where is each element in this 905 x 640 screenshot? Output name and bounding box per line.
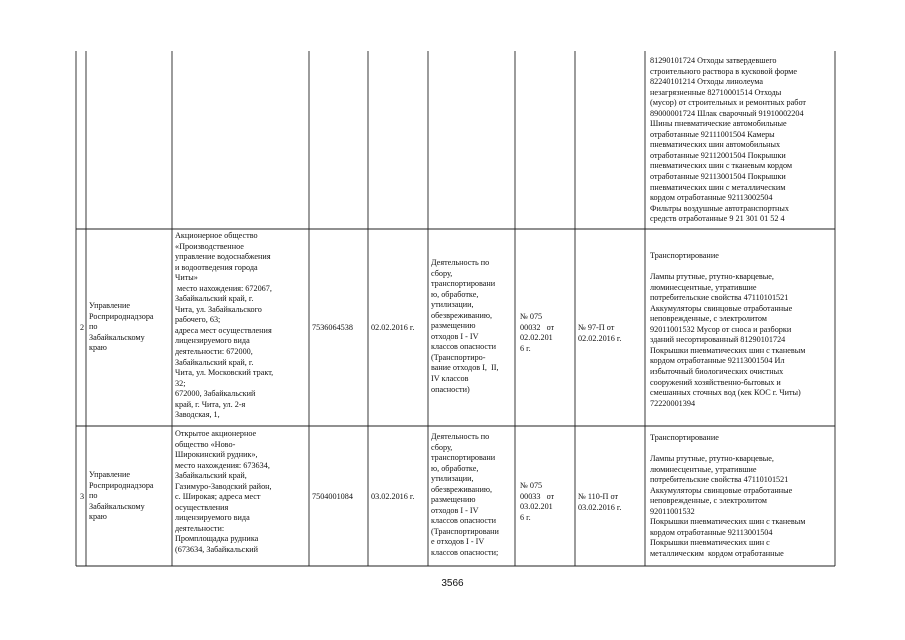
order-number: № 97-П от 02.02.2016 г. — [578, 323, 622, 343]
license-number: № 075 00033 от 03.02.201 6 г. — [520, 481, 555, 522]
license-number: № 075 00032 от 02.02.201 6 г. — [520, 312, 555, 353]
prev-row-waste-list: 81290101724 Отходы затвердевшего строительного раствора в кусковой форме 82240101214 Отходы линолеума незагрязненные 82710001514 Отходы (мусор) от строительных и ремонтных работ 89000001724 Шлак сварочный 91910002204 Шины пневматические автомобильные отработанные 92111001504 Камеры пневматических шин автомобильных отработанные 92112001504 Покрышки пневматических шин с тканевым кордом отработанные 92113001504 Покрышки пневматических шин с металлическим кордом отработанные 92113002504 Фильтры воздушные автотранспортных средств отработанные 9 21 301 01 52 4 — [650, 56, 807, 224]
licensee-info: Акционерное общество «Производственное управление водоснабжения и водоотведения города Читы» место нахождения: 672067, Забайкальский край, г. Чита, ул. Забайкальского рабочего, 63; адреса мест осуществления лицензируемого вида деятельности: 672000, Забайкальский край, г. Чита, ул. Московский тракт, 32; 672000, Забайкальский край, г. Чита, ул. 2-я Заводская, 1, — [175, 231, 274, 420]
license-date: 02.02.2016 г. — [371, 323, 415, 332]
licensing-authority: Управление Росприроднадзора по Забайкальскому краю — [89, 470, 154, 522]
inn-value: 7536064538 — [312, 323, 353, 332]
order-number: № 110-П от 03.02.2016 г. — [578, 492, 622, 512]
waste-list: Транспортирование Лампы ртутные, ртутно-кварцевые, люминесцентные, утратившие потребительские свойства 47110101521 Аккумуляторы свинцовые отработанные неповрежденные, с электролитом 92011001532 Покрышки пневматических шин с тканевым кордом отработанные 92113001504 Покрышки пневматических шин с металлическим кордом отработанные — [650, 433, 806, 559]
page-number: 3566 — [441, 578, 464, 589]
licensing-authority: Управление Росприроднадзора по Забайкальскому краю — [89, 301, 154, 353]
licensee-info: Открытое акционерное общество «Ново- Широкинский рудник», место нахождения: 673634, Забайкальский край, Газимуро-Заводский район, с. Широкая; адреса мест осуществления лицензируемого вида деятельности: Промплощадка рудника (673634, Забайкальский — [175, 429, 272, 555]
waste-list: Транспортирование Лампы ртутные, ртутно-кварцевые, люминесцентные, утратившие потребительские свойства 47110101521 Аккумуляторы свинцовые отработанные неповрежденные, с электролитом 92011001532 Мусор от сноса и разборки зданий несортированный 81290101724 Покрышки пневматических шин с тканевым кордом отработанные 92113001504 Ил избыточный биологических очистных сооружений хозяйственно-бытовых и смешанных сточных вод (кек КОС г. Читы) 72220001394 — [650, 251, 806, 408]
activity-type: Деятельность по сбору, транспортировани ю, обработке, утилизации, обезвреживанию, размещению отходов I - IV классов опасности (Транспортировани е отходов I - IV классов опасности; — [431, 432, 499, 558]
activity-type: Деятельность по сбору, транспортировани ю, обработке, утилизации, обезвреживанию, размещению отходов I - IV классов опасности (Транспортиро- вание отходов I, II, IV классов опасности) — [431, 258, 499, 394]
row-number: 3 — [80, 492, 85, 501]
row-number: 2 — [80, 323, 85, 332]
license-date: 03.02.2016 г. — [371, 492, 415, 501]
inn-value: 7504001084 — [312, 492, 353, 501]
